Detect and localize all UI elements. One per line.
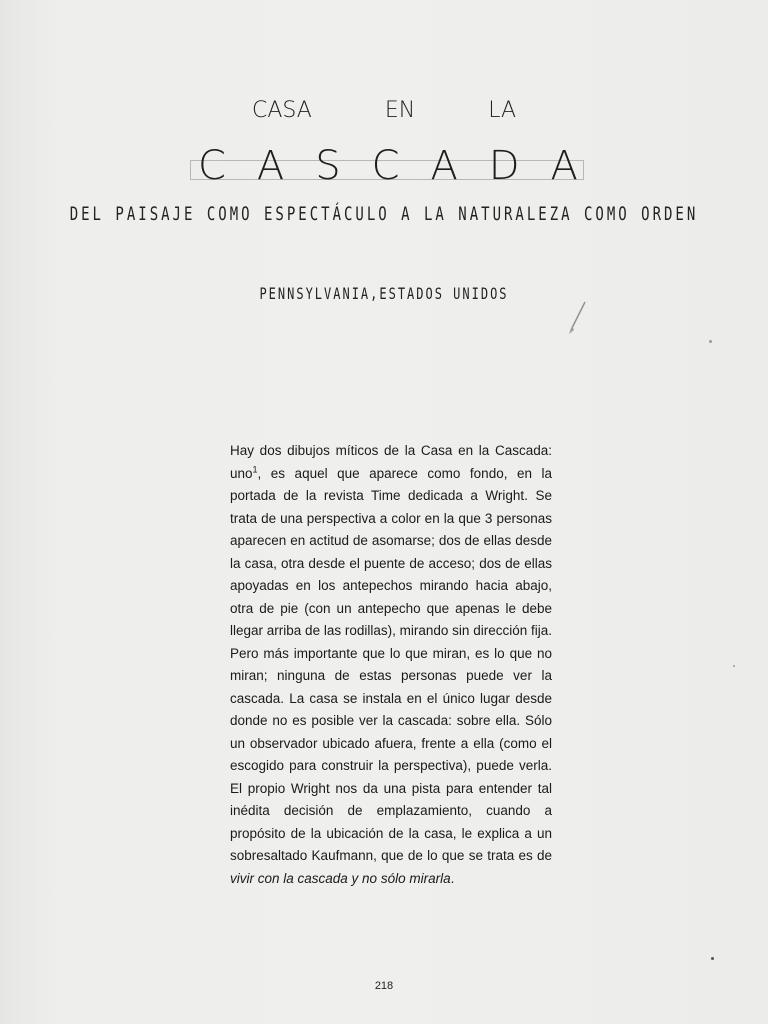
title-word: EN [384,98,416,123]
title-letter: D [488,143,520,189]
title-letter: A [430,143,458,189]
title-word: CASA [251,98,312,123]
body-text-end: . [450,870,455,886]
pencil-mark-icon [566,300,588,336]
body-text-main: , es aquel que aparece como fondo, en la portada de la revista Time dedicada a Wright. Se trata de una perspectiva a color en la que 3 personas aparecen en actitud de asomarse; dos de ellas desde la casa, otra desde el puente de acceso; dos de ellas apoyadas en los antepechos mirando hacia abajo, otra de pie (con un antepecho que apenas le debe llegar arriba de las rodillas), mirando sin dirección fija. Pero más importante que lo que miran, es lo que no miran; ninguna de estas personas puede ver la cascada. La casa se instala en el único lugar desde donde no es posible ver la cascada: sobre ella. Sólo un observador ubicado afuera, frente a ella (como el escogido para construir la perspectiva), puede verla. El propio Wright nos da una pista para entender tal inédita decisión de emplazamiento, cuando a propósito de la ubicación de la casa, le explica a un sobresaltado Kaufmann, que de lo que se trata es de [230,465,552,863]
location-line: PENNSYLVANIA,ESTADOS UNIDOS [259,284,509,303]
title-letter: A [256,143,285,189]
title-letter: A [550,143,578,189]
footnote-mark: 1 [252,464,258,474]
subtitle: DEL PAISAJE COMO ESPECTÁCULO A LA NATURALEZA COMO ORDEN [69,204,699,226]
paper-speck [711,957,714,960]
title-letter: S [315,143,341,189]
title-main-letters [190,144,586,188]
body-text-italic: vivir con la cascada y no sólo mirarla [230,870,451,886]
title-letter: C [198,143,226,189]
paper-speck [709,340,712,343]
title-letter: C [371,143,400,189]
body-text-start: Hay dos dibujos míticos de la Casa en la Cascada: uno [230,443,552,481]
title-main [190,144,586,188]
title-top [0,98,768,123]
paper-speck [733,665,735,667]
title-word: LA [488,98,516,123]
page-number: 218 [374,980,394,992]
body-paragraph [230,440,552,890]
